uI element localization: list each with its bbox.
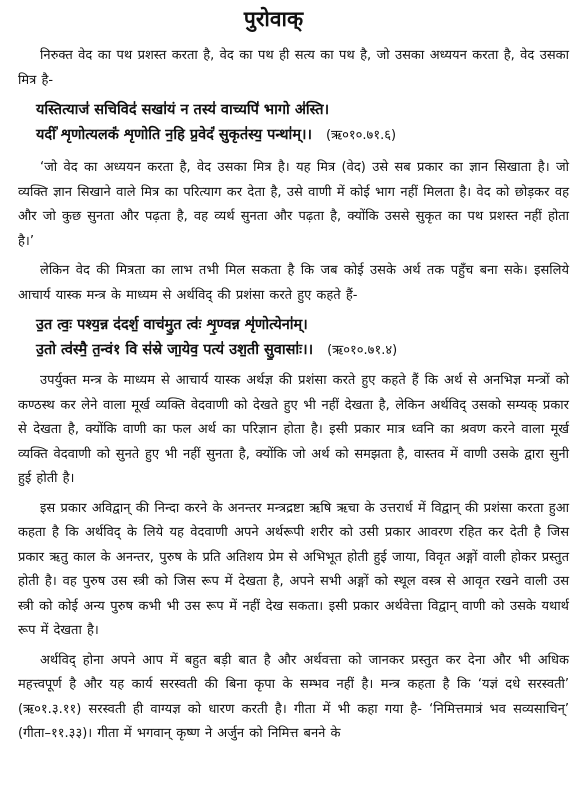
mantra-block-2: [18, 313, 569, 363]
mantra-1-line-2: [18, 123, 569, 148]
page-title: पुरोवाक्: [243, 7, 304, 31]
mantra-1-line-2-text: यदीं॑ शृणोत्यलकं॑ शृणोति न॒हि प्र॒वेदं॑ सुकृत॑स्य॒ पन्था॑म्।।: [36, 127, 312, 143]
mantra-2-line-2-text: उ॒तो त्व॑स्मै॒ त॒न्वं१ वि स॑स्रे जा॒येव॒ पत्य॑ उश॒ती सु॒वासाः॑।।: [36, 342, 314, 358]
mantra-2-line-2: [18, 338, 569, 363]
paragraph-3: उपर्युक्त मन्त्र के माध्यम से आचार्य यास्क अर्थज्ञ की प्रशंसा करते हुए कहते हैं कि अर्थ से अनभिज्ञ मन्त्रों को कण्ठस्थ कर लेने वाला मूर्ख व्यक्ति वेदवाणी को देखते हुए भी नहीं देखता है, लेकिन अर्थविद् उसको सम्यक् प्रकार से देखता है, क्योंकि वाणी का फल अर्थ का परिज्ञान होता है। इसी प्रकार मात्र ध्वनि का श्रवण करने वाला मूर्ख व्यक्ति वेदवाणी को सुनते हुए भी नहीं सुनता है, क्योंकि जो अर्थ को समझता है, वास्तव में वाणी उसके द्वारा सुनी हुई होती है।: [18, 373, 569, 486]
intro-paragraph: निरुक्त वेद का पथ प्रशस्त करता है, वेद का पथ ही सत्य का पथ है, जो उसका अध्ययन करता है, वेद उसका मित्र है-: [18, 48, 569, 88]
mantra-1-line-1: यस्तित्याज॑ सचिविद॑ सखा॑यं न तस्य॑ वाच्यपि॑ भागो अ॑स्ति।: [36, 102, 330, 118]
mantra-2-line-1: उ॒त त्वः॒ पश्य॒न्न द॑दर्श॒ वाच॑मु॒त त्वः॑ शृ॒ण्वन्न शृ॑णोत्येना॑म्।: [36, 317, 308, 333]
mantra-2-reference: (ऋ०१०.७१.४): [327, 343, 398, 358]
paragraph-4: इस प्रकार अविद्वान् की निन्दा करने के अनन्तर मन्त्रद्रष्टा ऋषि ऋचा के उत्तरार्ध में विद्वान् की प्रशंसा करता हुआ कहता है कि अर्थविद् के लिये यह वेदवाणी अपने अर्थरूपी शरीर को उसी प्रकार आवरण रहित कर देती है जिस प्रकार ऋतु काल के अनन्तर, पुरुष के प्रति अतिशय प्रेम से अभिभूत होती हुई जाया, विवृत अङ्गों वाली होकर प्रस्तुत होती है। वह पुरुष उस स्त्री को जिस रूप में देखता है, अपने सभी अङ्गों को स्थूल वस्त्र से आवृत रखने वाली उस स्त्री को कोई अन्य पुरुष कभी भी उस रूप में नहीं देख सकता। इसी प्रकार अर्थवेत्ता विद्वान् वाणी को उसके यथार्थ रूप में देखता है।: [18, 500, 569, 638]
paragraph-1: ‘जो वेद का अध्ययन करता है, वेद उसका मित्र है। यह मित्र (वेद) उसे सब प्रकार का ज्ञान सिखाता है। जो व्यक्ति ज्ञान सिखाने वाले मित्र का परित्याग कर देता है, उसे वाणी में कोई भाग नहीं मिलता है। वेद को छोड़कर वह और जो कुछ सुनता और पढ़ता है, वह व्यर्थ सुनता और पढ़ता है, क्योंकि उससे सुकृत का पथ प्रशस्त नहीं होता है।’: [18, 160, 569, 249]
paragraph-5: अर्थविद् होना अपने आप में बहुत बड़ी बात है और अर्थवत्ता को जानकर प्रस्तुत कर देना और भी अधिक महत्त्वपूर्ण है और यह कार्य सरस्वती की बिना कृपा के सम्भव नहीं है। मन्त्र कहता है कि ‘यज्ञं दधे सरस्वती’ (ऋ०१.३.११) सरस्वती ही वाग्यज्ञ को धारण करती है। गीता में भी कहा गया है- ‘निमित्तमात्रं भव सव्यसाचिन्’ (गीता–११.३३)। गीता में भगवान् कृष्ण ने अर्जुन को निमित्त बनने के: [18, 652, 569, 741]
mantra-block-1: [18, 98, 569, 148]
paragraph-2: लेकिन वेद की मित्रता का लाभ तभी मिल सकता है कि जब कोई उसके अर्थ तक पहुँच बना सके। इसलिये आचार्य यास्क मन्त्र के माध्यम से अर्थविद् की प्रशंसा करते हुए कहते हैं-: [18, 263, 569, 303]
mantra-1-reference: (ऋ०१०.७१.६): [325, 128, 397, 143]
